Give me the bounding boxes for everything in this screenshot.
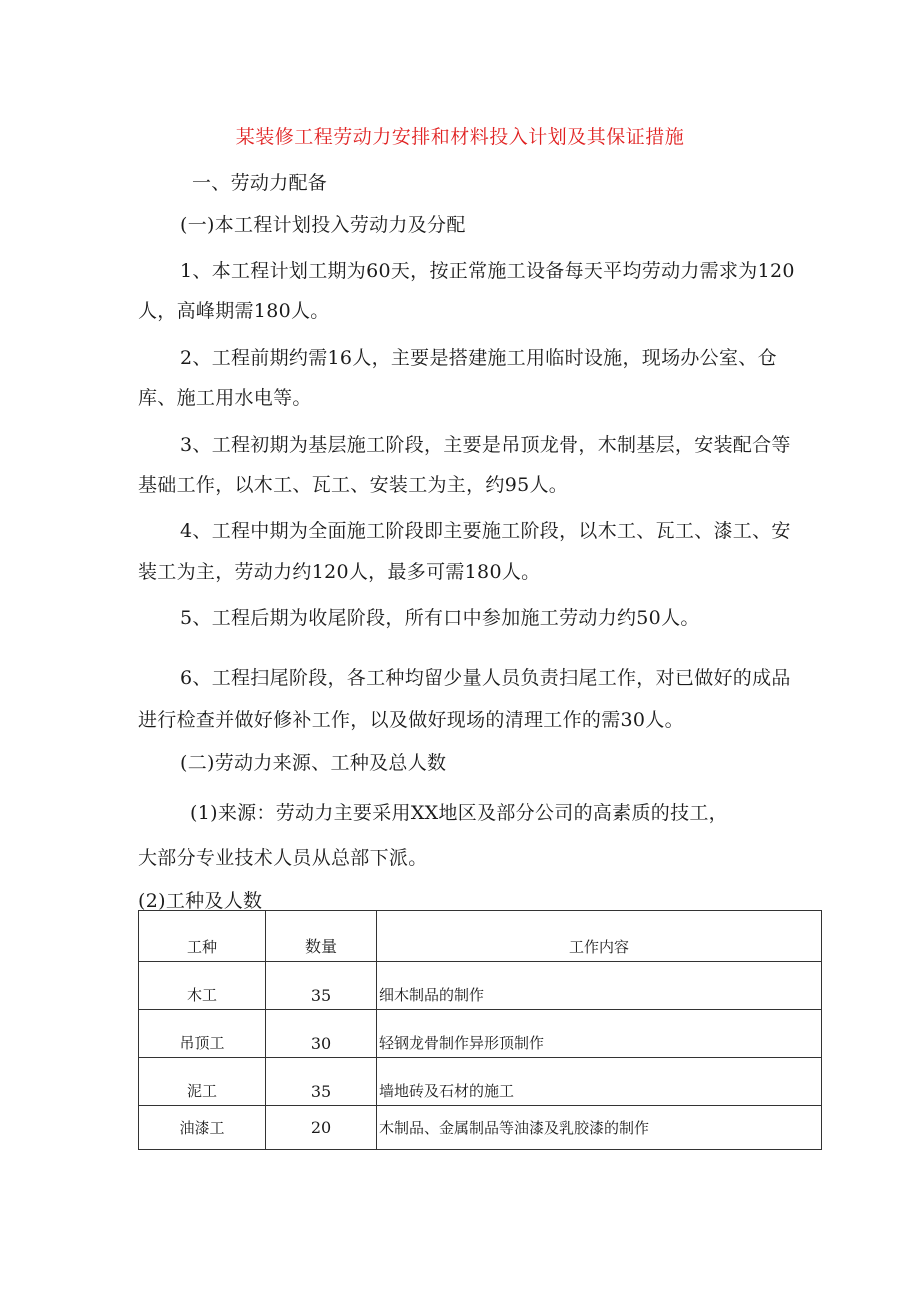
item-4-line-2: 装工为主，劳动力约120人，最多可需180人。 — [138, 561, 541, 583]
cell-trade: 吊顶工 — [139, 1010, 266, 1058]
source-line-2: 大部分专业技术人员从总部下派。 — [138, 847, 428, 869]
item-6-line-2: 进行检查并做好修补工作，以及做好现场的清理工作的需30人。 — [138, 709, 684, 731]
cell-trade: 泥工 — [139, 1058, 266, 1106]
item-5-line-1: 5、工程后期为收尾阶段，所有口中参加施工劳动力约50人。 — [180, 607, 700, 629]
item-3-line-1: 3、工程初期为基层施工阶段，主要是吊顶龙骨，木制基层，安装配合等 — [180, 434, 791, 456]
cell-work-content: 墙地砖及石材的施工 — [377, 1058, 822, 1106]
item-2-line-2: 库、施工用水电等。 — [138, 387, 312, 409]
document-title: 某装修工程劳动力安排和材料投入计划及其保证措施 — [235, 126, 685, 148]
header-trade: 工种 — [139, 911, 266, 962]
item-3-line-2: 基础工作，以木工、瓦工、安装工为主，约95人。 — [138, 474, 569, 496]
subsection-heading: (一)本工程计划投入劳动力及分配 — [180, 214, 466, 236]
item-1-line-1: 1、本工程计划工期为60天，按正常施工设备每天平均劳动力需求为120 — [180, 260, 795, 282]
item-4-line-1: 4、工程中期为全面施工阶段即主要施工阶段，以木工、瓦工、漆工、安 — [180, 520, 791, 542]
table-row — [139, 1058, 822, 1106]
table-row — [139, 1106, 822, 1150]
item-1-line-2: 人，高峰期需180人。 — [138, 300, 330, 322]
table-row — [139, 962, 822, 1010]
item-2-line-1: 2、工程前期约需16人，主要是搭建施工用临时设施，现场办公室、仓 — [180, 347, 777, 369]
cell-quantity: 35 — [266, 1058, 377, 1106]
item-6-line-1: 6、工程扫尾阶段，各工种均留少量人员负责扫尾工作，对已做好的成品 — [180, 667, 791, 689]
cell-quantity: 30 — [266, 1010, 377, 1058]
labor-table — [138, 910, 822, 1150]
section-heading: 一、劳动力配备 — [192, 172, 328, 194]
table-row — [139, 1010, 822, 1058]
header-quantity: 数量 — [266, 911, 377, 962]
subsection-heading-2: (二)劳动力来源、工种及总人数 — [180, 752, 447, 774]
cell-quantity: 35 — [266, 962, 377, 1010]
table-header-row — [139, 911, 822, 962]
cell-trade: 木工 — [139, 962, 266, 1010]
cell-quantity: 20 — [266, 1106, 377, 1150]
source-line-1: (1)来源：劳动力主要采用XX地区及部分公司的高素质的技工， — [190, 802, 728, 824]
cell-trade: 油漆工 — [139, 1106, 266, 1150]
cell-work-content: 木制品、金属制品等油漆及乳胶漆的制作 — [377, 1106, 822, 1150]
cell-work-content: 细木制品的制作 — [377, 962, 822, 1010]
cell-work-content: 轻钢龙骨制作异形顶制作 — [377, 1010, 822, 1058]
table-caption: (2)工种及人数 — [138, 890, 263, 912]
header-work-content: 工作内容 — [377, 911, 822, 962]
